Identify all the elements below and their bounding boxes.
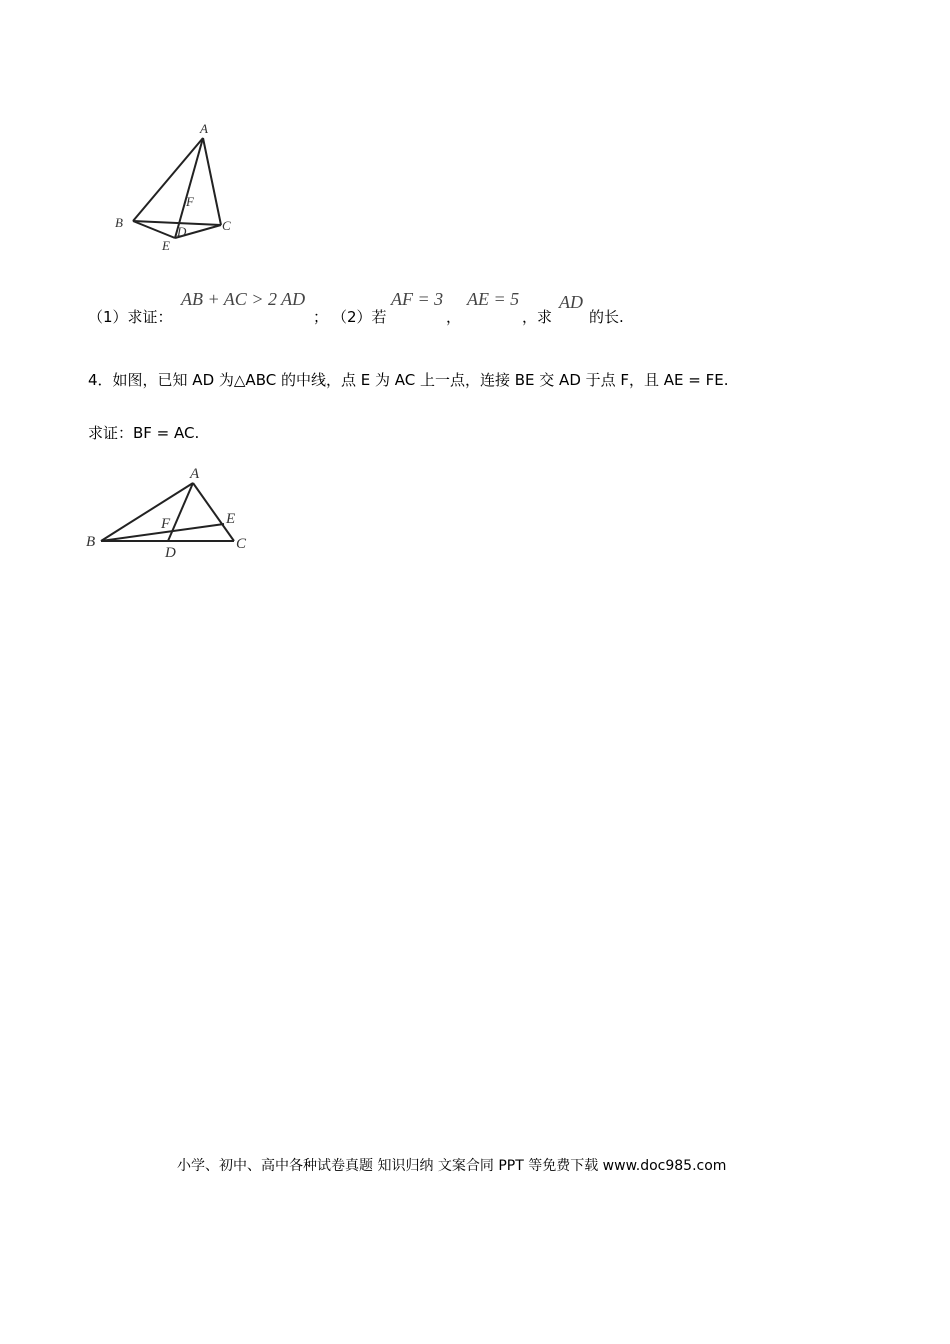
segment-ab (101, 483, 193, 541)
label-c: C (236, 536, 247, 552)
label-a: A (190, 466, 200, 482)
problem-4-prove: 求证：BF = AC. (88, 424, 200, 442)
ae-value-math: AE = 5 (467, 289, 520, 309)
part2-prefix: （2）若 (332, 308, 387, 326)
af-value-math: AF = 3 (391, 289, 444, 309)
label-b: B (115, 215, 123, 230)
figure-2-triangle-diagram (82, 460, 257, 565)
label-c: C (222, 218, 231, 233)
label-a: A (200, 121, 208, 136)
suffix: 的长. (589, 308, 624, 326)
comma-2: ，求 (522, 308, 553, 326)
label-e: E (226, 511, 236, 527)
figure-1-triangle-diagram (105, 115, 255, 260)
ad-math: AD (559, 292, 583, 312)
problem-4-statement: 4．如图，已知 AD 为△ABC 的中线，点 E 为 AC 上一点，连接 BE 交 AD 于点 F，且 AE = FE. (88, 371, 729, 389)
label-e: E (162, 238, 170, 253)
label-d: D (165, 545, 176, 561)
label-f: F (161, 516, 171, 532)
part1-prefix: （1）求证： (88, 308, 173, 326)
label-b: B (86, 534, 96, 550)
footer-text: 小学、初中、高中各种试卷真题 知识归纳 文案合同 PPT 等免费下载 www.doc985.com (177, 1158, 727, 1174)
segment-ac (203, 138, 221, 225)
comma-1: ， (446, 308, 462, 326)
inequality-math: AB + AC > 2 AD (181, 289, 306, 309)
label-f: F (186, 194, 194, 209)
separator: ； (313, 308, 329, 326)
label-d: D (177, 224, 187, 239)
